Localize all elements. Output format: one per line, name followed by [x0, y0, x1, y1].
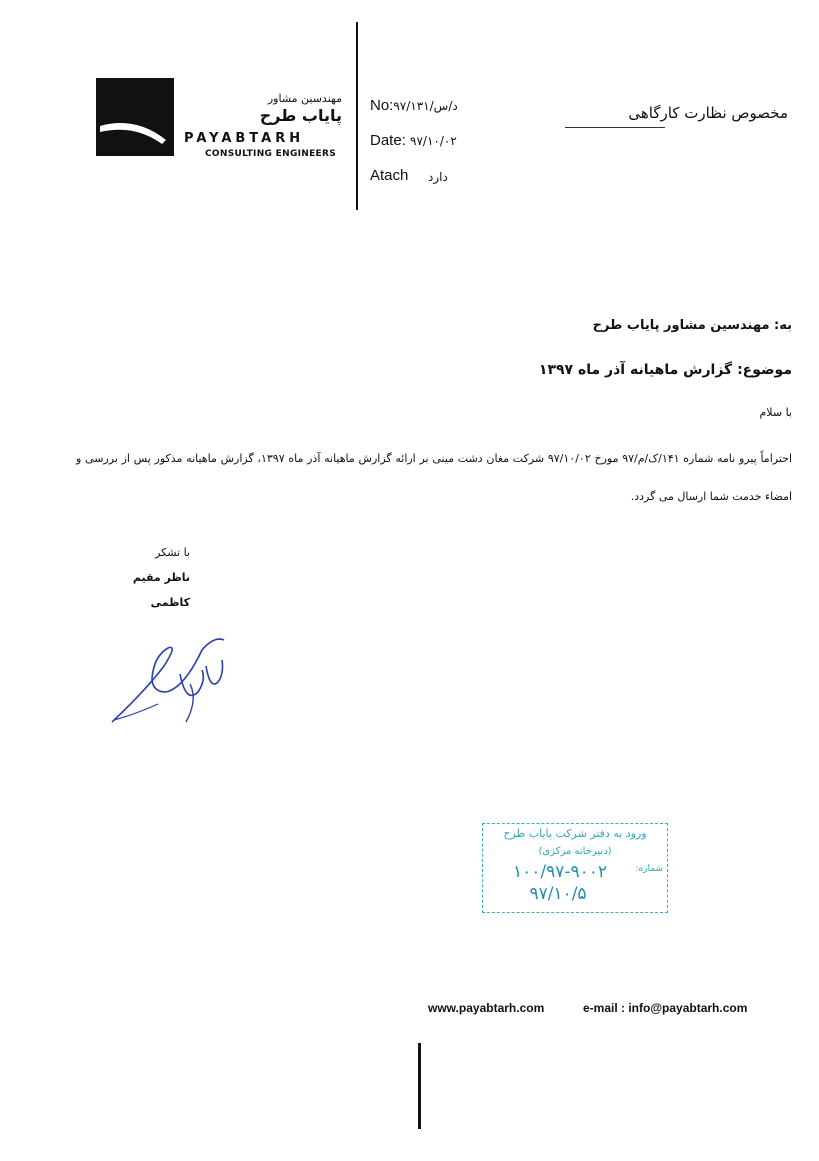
signer-title: ناظر مقیم [132, 571, 190, 584]
subject-line: موضوع: گزارش ماهیانه آذر ماه ۱۳۹۷ [538, 362, 792, 378]
letter-date [370, 132, 457, 149]
stamp-title: ورود به دفتر شرکت پایاب طرح [503, 827, 647, 840]
footer-divider [418, 1043, 421, 1129]
company-name-fa: پایاب طرح [259, 106, 342, 125]
classification-label: مخصوص نظارت کارگاهی [628, 104, 788, 122]
company-subtitle-en: CONSULTING ENGINEERS [205, 149, 337, 159]
attachment-value: دارد [428, 170, 448, 184]
stamp-number-label: شماره: [635, 864, 663, 874]
greeting: با سلام [759, 406, 792, 419]
footer-email: e-mail : info@payabtarh.com [583, 1001, 748, 1015]
header-divider [356, 22, 358, 210]
company-subtitle-fa: مهندسین مشاور [267, 92, 342, 105]
recipient-line: به: مهندسین مشاور پایاب طرح [592, 318, 792, 333]
company-logo [96, 78, 174, 156]
footer-website: www.payabtarh.com [428, 1001, 545, 1015]
stamp-number-value: ۱۰۰/۹۷-۹۰۰۲ [512, 862, 608, 882]
attachment-label: Atach [370, 167, 409, 184]
letter-body: احتراماً پیرو نامه شماره ۱۴۱/ک/م/۹۷ مورخ ۹۷/۱۰/۰۲ شرکت مغان دشت مینی بر ارائه گزارش ماهیانه آذر ماه ۱۳۹۷، گزارش ماهیانه مذکور پس از بررسی و امضاء خدمت شما ارسال می گردد. [76, 452, 793, 503]
company-name-en: PAYABTARH [184, 131, 305, 146]
closing-phrase: با تشکر [155, 546, 190, 559]
letter-number-label: No: [370, 97, 394, 114]
stamp-date-value: ۹۷/۱۰/۵ [529, 884, 587, 904]
letter-date-value: ۹۷/۱۰/۰۲ [410, 134, 457, 148]
signer-name: کاظمی [150, 596, 190, 609]
letter-date-label: Date: [370, 132, 406, 149]
handwritten-signature [106, 630, 236, 730]
letter-number [370, 97, 458, 114]
stamp-subtitle: (دبیرخانه مرکزی) [538, 846, 612, 857]
letter-number-value: ۹۷/د/س/۱۳۱ [393, 99, 458, 113]
received-stamp [482, 823, 668, 913]
classification-underline [565, 127, 665, 128]
